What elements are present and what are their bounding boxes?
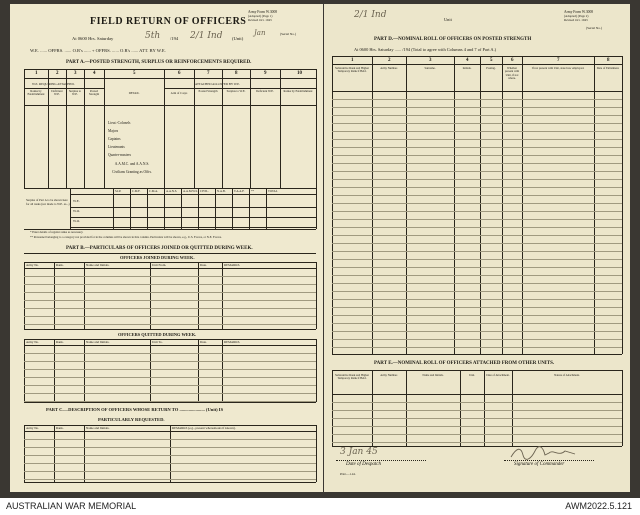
sub-row-label: W.E.: [73, 199, 80, 203]
column-header: Posting.: [486, 66, 496, 70]
table-header: Unit From.: [152, 263, 167, 267]
form-revision-p2: Revised Oct. 1943: [564, 18, 588, 22]
form-subtitle-p2: (Adapted) (Page 2): [564, 14, 589, 18]
column-number: 5: [490, 58, 493, 63]
table-header: Name and Initials.: [86, 263, 110, 267]
table-header: REMARKS.: [224, 263, 241, 267]
commander-signature: [509, 445, 579, 461]
column-header: Name and Initials.: [422, 373, 444, 377]
column-number: 5: [133, 71, 136, 76]
column-header: Surname.: [424, 66, 436, 70]
group-attached-allowed: ATTACHED ALLOWED BY W.E.: [195, 82, 241, 86]
date-of-despatch-label: Date of Despatch: [346, 462, 381, 467]
rank-label: Majors: [108, 129, 119, 133]
column-header: DETAIL: [128, 91, 140, 95]
column-number: 3: [429, 58, 432, 63]
column-header: Deficient W.E.: [51, 89, 63, 97]
footer-reference: AWM2022.5.121: [565, 501, 632, 511]
handwritten-day: 5th: [145, 31, 161, 41]
handwritten-despatch-date: 3 Jan 45: [340, 447, 378, 457]
breakdown-header: A.A.N.S.: [166, 189, 178, 193]
part-d-heading: PART D.—NOMINAL ROLL OF OFFICERS ON POSTED STRENGTH: [374, 37, 532, 42]
signature-of-commander-label: Signature of Commander: [514, 462, 565, 467]
rank-label: Civilians Granting as Offrs.: [112, 170, 152, 174]
part-d-date-line: At 0600 Hrs. Saturday ...... /194 (Total to agree with Columns 4 and 7 of Part A.): [354, 47, 497, 52]
column-number: 7: [207, 71, 210, 76]
column-number: 2: [388, 58, 391, 63]
rank-label: A.A.M.C. and A.A.N.S.: [114, 162, 150, 166]
breakdown-header: C.M.F.: [132, 189, 141, 193]
column-header: Army Number.: [380, 373, 398, 377]
column-header: Surplus to W.E.: [226, 89, 246, 93]
breakdown-header: TOTAL: [268, 189, 278, 193]
table-header: Name and Initials.: [86, 340, 110, 344]
column-header: If not present with Unit, state how employed.: [531, 66, 585, 70]
column-header: Initials.: [462, 66, 472, 70]
column-header: Ranks by Establishment: [283, 89, 313, 93]
table-header: Date.: [200, 340, 207, 344]
column-number: 6: [178, 71, 181, 76]
part-c-subheading: PARTICULARLY REQUESTED.: [98, 417, 165, 422]
column-header: Substantive Rank and Higher Temporary Rank if Held.: [335, 66, 369, 74]
surplus-note: Surplus of Part A to be shown here for all ranks (not made to W.E. as...): [26, 198, 70, 206]
column-number: 2: [56, 71, 59, 76]
breakdown-header: **: [251, 189, 254, 193]
breakdown-header: C.M.A.: [149, 189, 159, 193]
group-we-requiring: W.E. REQUIRING ATTACHED.: [32, 82, 75, 86]
footer-institution: AUSTRALIAN WAR MEMORIAL: [6, 501, 137, 511]
table-header: Rank.: [56, 340, 64, 344]
column-header: Date of Enlistment.: [596, 66, 620, 70]
footnote-1: * Enter details of regular ranks as necessary.: [30, 230, 84, 234]
column-header: Substantive Rank and Higher Temporary Rank if Held.: [335, 373, 369, 381]
column-number: 1: [35, 71, 38, 76]
page-2: [324, 4, 630, 492]
breakdown-header: A.A.M.W.S.: [183, 189, 198, 193]
table-header: Army No.: [26, 426, 39, 430]
rank-label: Captains: [108, 137, 121, 141]
column-header: Posted Strength: [88, 89, 100, 97]
table-header: Unit To.: [152, 340, 163, 344]
printer-note: Print.—1.44.: [340, 472, 356, 476]
column-number: 8: [607, 58, 610, 63]
form-number-p2: Army Form W.3008: [564, 10, 594, 14]
sub-row-label: W.O.: [73, 209, 81, 213]
table-header: Date.: [200, 263, 207, 267]
breakdown-header: T.A.A.F.: [234, 189, 245, 193]
quitted-heading: OFFICERS QUITTED DURING WEEK.: [118, 332, 197, 337]
table-header: REMARKS.: [224, 340, 241, 344]
unit-label-p2: Unit: [444, 17, 452, 22]
part-a-heading: PART A.—POSTED STRENGTH, SURPLUS OR REINFORCEMENTS REQUIRED.: [66, 60, 252, 65]
part-b-heading: PART B.—PARTICULARS OF OFFICERS JOINED OR QUITTED DURING WEEK.: [66, 246, 253, 251]
column-header: Nature of Attachment.: [554, 373, 580, 377]
column-header: Unit.: [469, 373, 475, 377]
column-header: Ranks by Establishment: [27, 89, 45, 97]
handwritten-unit-p2: 2/1 Ind: [354, 10, 387, 20]
column-number: 9: [264, 71, 267, 76]
column-header: Army Number.: [380, 66, 398, 70]
column-number: 1: [351, 58, 354, 63]
column-header: Surplus to W.E.: [68, 89, 82, 97]
table-header: Army No.: [26, 340, 39, 344]
part-c-heading: PART C.—DESCRIPTION OF OFFICERS WHOSE RETURN TO ...................... (Unit) IS: [46, 407, 224, 412]
column-number: 4: [466, 58, 469, 63]
handwritten-serial: Jan: [254, 29, 266, 37]
breakdown-header: N.A.B.: [217, 189, 226, 193]
unit-label: (Unit): [232, 36, 244, 41]
table-header: Rank.: [56, 263, 64, 267]
table-header: Army No.: [26, 263, 39, 267]
date-line-prefix: At 0600 Hrs. Saturday: [72, 36, 114, 41]
column-number: 4: [93, 71, 96, 76]
we-line: W.E. ...... OFFRS. ...... O.R's ...... + OFFRS. ...... O.R's ...... ATT. BY W.E.: [30, 48, 166, 53]
table-header: Rank.: [56, 426, 64, 430]
form-revision: Revised Oct. 1943: [248, 18, 272, 22]
breakdown-header: CIVIL.: [200, 189, 209, 193]
rank-label: Quarter-masters: [108, 153, 132, 157]
column-header: Posted Strength: [198, 89, 218, 93]
joined-heading: OFFICERS JOINED DURING WEEK.: [120, 255, 195, 260]
breakdown-header: S.I.P.: [115, 189, 122, 193]
serial-label-p2: (Serial No.): [586, 26, 603, 30]
rank-label: Lieutenants: [108, 145, 125, 149]
handwritten-unit: 2/1 Ind: [190, 31, 223, 41]
column-number: 10: [297, 71, 302, 76]
form-title: FIELD RETURN OF OFFICERS: [90, 16, 247, 27]
table-header: REMARKS (e.g., present whereabouts if known).: [172, 426, 236, 430]
page-1: [10, 4, 323, 492]
form-subtitle: (Adapted) (Page 1): [248, 14, 273, 18]
column-number: 6: [511, 58, 514, 63]
footnote-2: ** Personnel belonging to a category not provided for in the columns will be shown in this column. Particulars will be shown, e.g., U.S. Forces, or N.E. Forces.: [30, 235, 222, 239]
column-header: Arm of Corps: [170, 91, 188, 95]
rank-label: Lieut.-Colonels: [108, 121, 131, 125]
column-number: 7: [557, 58, 560, 63]
column-header: Whether present with Unit, if not where.: [504, 66, 520, 80]
part-e-heading: PART E.—NOMINAL ROLL OF OFFICERS ATTACHED FROM OTHER UNITS.: [374, 361, 555, 366]
column-header: Deficient W.E.: [256, 89, 274, 93]
column-number: 8: [235, 71, 238, 76]
sub-row-label: W.O.: [73, 219, 81, 223]
form-number: Army Form W.3008: [248, 10, 278, 14]
column-header: Date of Attachment.: [486, 373, 510, 377]
date-line-year: /194: [170, 36, 179, 41]
table-header: Name and Initials.: [86, 426, 110, 430]
column-number: 3: [74, 71, 77, 76]
serial-label: (Serial No.): [280, 32, 297, 36]
